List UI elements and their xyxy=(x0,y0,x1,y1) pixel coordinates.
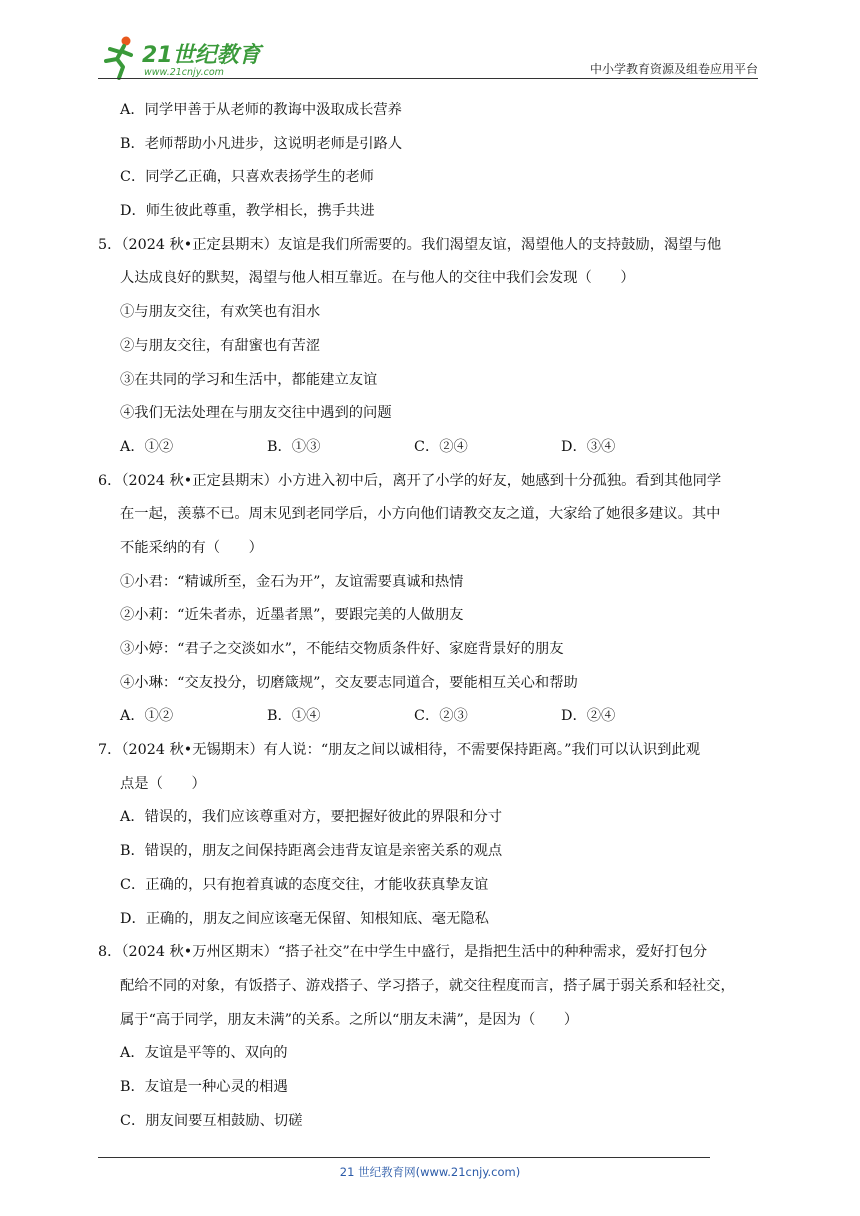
text-line: B．错误的，朋友之间保持距离会违背友谊是亲密关系的观点 xyxy=(120,843,503,860)
text-line: D．正确的，朋友之间应该毫无保留、知根知底、毫无隐私 xyxy=(120,910,489,927)
text-line: B．友谊是一种心灵的相遇 xyxy=(120,1078,288,1095)
answer-option: D．②④ xyxy=(561,708,616,725)
text-line: ④我们无法处理在与朋友交往中遇到的问题 xyxy=(120,405,392,422)
text-line: D．师生彼此尊重，教学相长，携手共进 xyxy=(120,203,375,220)
answer-options-row xyxy=(98,700,766,734)
text-line: ①小君：“精诚所至，金石为开”，友谊需要真诚和热情 xyxy=(120,573,464,590)
text-line: C．同学乙正确，只喜欢表扬学生的老师 xyxy=(120,169,374,186)
text-line: ②与朋友交往，有甜蜜也有苦涩 xyxy=(120,337,321,354)
answer-option: C．②③ xyxy=(414,708,468,725)
answer-option: A．①② xyxy=(120,438,174,455)
answer-option: B．①③ xyxy=(267,438,321,455)
text-line: 人达成良好的默契，渴望与他人相互靠近。在与他人的交往中我们会发现（ ） xyxy=(120,270,635,287)
text-line: ③小婷：“君子之交淡如水”，不能结交物质条件好、家庭背景好的朋友 xyxy=(120,641,564,657)
question-stem: 6．（2024 秋•正定县期末）小方进入初中后，离开了小学的好友，她感到十分孤独。看到其他同学 xyxy=(98,472,722,489)
running-person-icon xyxy=(106,37,131,79)
text-line: A．友谊是平等的、双向的 xyxy=(120,1045,288,1062)
logo xyxy=(98,34,273,80)
footer-divider xyxy=(98,1157,710,1158)
text-line: 配给不同的对象，有饭搭子、游戏搭子、学习搭子，就交往程度而言，搭子属于弱关系和轻社交， xyxy=(120,977,735,994)
text-line: B．老师帮助小凡进步，这说明老师是引路人 xyxy=(120,135,403,152)
question-stem: 7．（2024 秋•无锡期末）有人说：“朋友之间以诚相待，不需要保持距离。”我们可以认识到此观 xyxy=(98,742,701,759)
header-divider xyxy=(98,78,758,79)
text-line: ③在共同的学习和生活中，都能建立友谊 xyxy=(120,371,378,388)
text-line: ②小莉：“近朱者赤，近墨者黑”，要跟完美的人做朋友 xyxy=(120,607,464,624)
logo-url: www.21cnjy.com xyxy=(144,67,224,78)
text-line: 点是（ ） xyxy=(120,775,206,792)
text-line: A．同学甲善于从老师的教诲中汲取成长营养 xyxy=(120,102,402,118)
logo-text: 21世纪教育 xyxy=(142,43,261,68)
answer-option: D．③④ xyxy=(561,438,616,455)
text-line: 属于“高于同学，朋友未满”的关系。之所以“朋友未满”，是因为（ ） xyxy=(120,1011,579,1028)
page-header xyxy=(98,34,758,80)
answer-option: B．①④ xyxy=(267,708,321,725)
question-stem: 8．（2024 秋•万州区期末）“搭子社交”在中学生中盛行，是指把生活中的种种需求，爱好打包分 xyxy=(98,944,708,961)
text-line: 不能采纳的有（ ） xyxy=(120,539,263,556)
platform-name: 中小学教育资源及组卷应用平台 xyxy=(589,62,758,76)
answer-options-row xyxy=(98,431,766,465)
text-line: ④小琳：“交友投分，切磨箴规”，交友要志同道合，要能相互关心和帮助 xyxy=(120,674,578,691)
text-line: ①与朋友交往，有欢笑也有泪水 xyxy=(120,304,321,321)
text-line: C．正确的，只有抱着真诚的态度交往，才能收获真挚友谊 xyxy=(120,876,489,893)
text-line: C．朋友间要互相鼓励、切磋 xyxy=(120,1112,303,1129)
text-line: 在一起，羡慕不已。周末见到老同学后，小方向他们请教交友之道，大家给了她很多建议。其中 xyxy=(120,506,721,523)
text-line: A．错误的，我们应该尊重对方，要把握好彼此的界限和分寸 xyxy=(120,809,503,826)
answer-option: C．②④ xyxy=(414,438,468,455)
question-stem: 5．（2024 秋•正定县期末）友谊是我们所需要的。我们渴望友谊，渴望他人的支持鼓励，渴望与他 xyxy=(98,236,722,253)
question-content xyxy=(98,94,766,1138)
answer-option: A．①② xyxy=(120,708,174,725)
footer-text: 21 世纪教育网(www.21cnjy.com) xyxy=(339,1165,521,1179)
